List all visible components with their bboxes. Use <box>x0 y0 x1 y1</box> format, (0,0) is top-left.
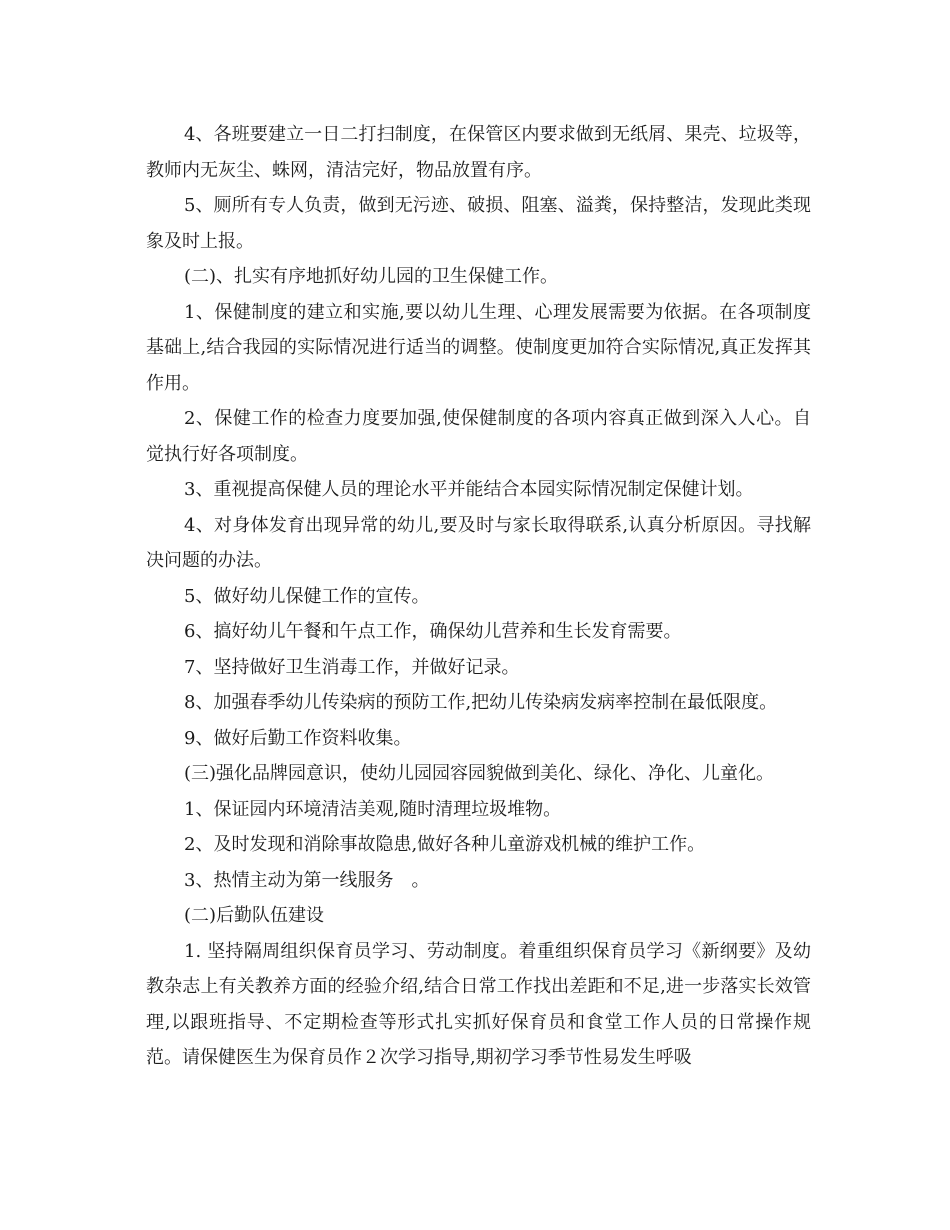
paragraph: 2、保健工作的检查力度要加强,使保健制度的各项内容真正做到深入人心。自觉执行好各项制度。 <box>146 408 811 465</box>
paragraph: 3、热情主动为第一线服务 。 <box>184 869 430 891</box>
paragraph: 1. 坚持隔周组织保育员学习、劳动制度。着重组织保育员学习《新纲要》及幼教杂志上有关教养方面的经验介绍,结合日常工作找出差距和不足,进一步落实长效管理,以跟班指导、不定期检查等形式扎实抓好保育员和食堂工作人员的日常操作规范。请保健医生为保育员作２次学习指导,期初学习季节性易发生呼吸 <box>146 940 811 1068</box>
paragraph: 1、保证园内环境清洁美观,随时清理垃圾堆物。 <box>184 798 562 820</box>
section-heading: (三)强化品牌园意识，使幼儿园园容园貌做到美化、绿化、净化、儿童化。 <box>184 763 775 784</box>
paragraph: 7、坚持做好卫生消毒工作，并做好记录。 <box>184 656 520 678</box>
paragraph: 5、做好幼儿保健工作的宣传。 <box>184 585 430 607</box>
paragraph: 3、重视提高保健人员的理论水平并能结合本园实际情况制定保健计划。 <box>184 479 754 500</box>
paragraph: 4、各班要建立一日二打扫制度，在保管区内要求做到无纸屑、果壳、垃圾等，教师内无灰尘、蛛网，清洁完好，物品放置有序。 <box>146 124 811 181</box>
paragraph: 2、及时发现和消除事故隐患,做好各种儿童游戏机械的维护工作。 <box>184 834 706 855</box>
paragraph: 4、对身体发育出现异常的幼儿,要及时与家长取得联系,认真分析原因。寻找解决问题的办法。 <box>146 514 811 571</box>
section-heading: (二)、扎实有序地抓好幼儿园的卫生保健工作。 <box>184 266 559 287</box>
paragraph: 5、厕所有专人负责，做到无污迹、破损、阻塞、溢粪，保持整洁，发现此类现象及时上报。 <box>146 195 811 252</box>
paragraph: 1、保健制度的建立和实施,要以幼儿生理、心理发展需要为依据。在各项制度基础上,结合我园的实际情况进行适当的调整。使制度更加符合实际情况,真正发挥其作用。 <box>146 301 811 394</box>
document-body <box>146 117 811 1076</box>
section-heading: (二)后勤队伍建设 <box>184 905 325 926</box>
paragraph: 6、搞好幼儿午餐和午点工作，确保幼儿营养和生长发育需要。 <box>184 621 682 642</box>
paragraph: 9、做好后勤工作资料收集。 <box>184 727 412 749</box>
paragraph: 8、加强春季幼儿传染病的预防工作,把幼儿传染病发病率控制在最低限度。 <box>184 692 778 713</box>
